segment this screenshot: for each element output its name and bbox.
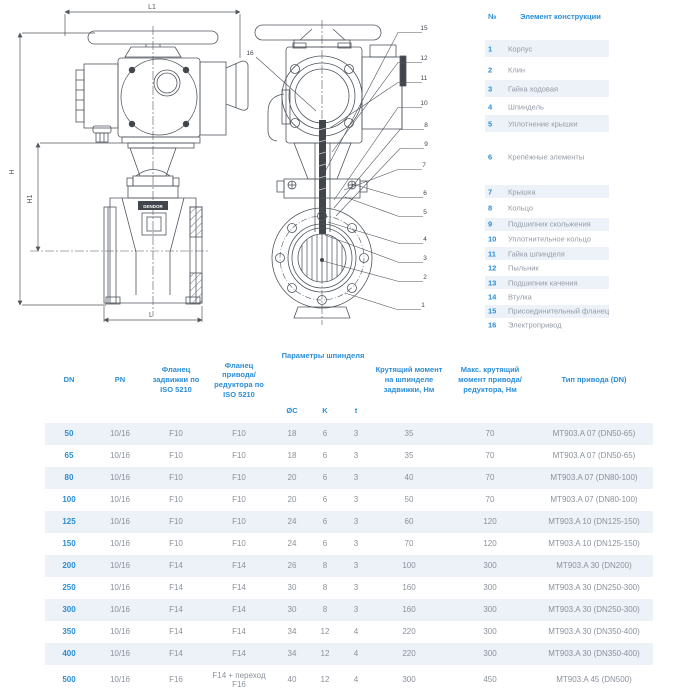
legend-item — [485, 218, 609, 231]
table-cell: 100 — [402, 561, 416, 571]
table-row — [45, 643, 653, 665]
callout-number: 4 — [423, 236, 427, 243]
spec-table-header — [45, 337, 653, 423]
table-cell: 12 — [320, 675, 330, 685]
legend-item — [485, 247, 609, 260]
spec-table — [45, 337, 653, 695]
legend-item-name: Уплотнение крышки — [508, 119, 578, 128]
legend-item-name: Шпиндель — [508, 102, 544, 111]
table-cell: 160 — [402, 583, 416, 593]
cell-dn: 250 — [62, 583, 76, 593]
callout-leader — [352, 184, 423, 198]
table-cell: 60 — [404, 517, 414, 527]
cell-dn: 400 — [62, 649, 76, 659]
col-header-drive-flange: Фланец привода/редуктора по ISO 5210 — [214, 360, 264, 399]
legend-item-name: Крышка — [508, 187, 536, 196]
table-cell: 8 — [322, 605, 328, 615]
table-cell: MT903.A 10 (DN125-150) — [548, 539, 640, 549]
legend-header-num: № — [488, 12, 497, 21]
col-header-pn: PN — [114, 375, 126, 385]
valve-side-view — [30, 26, 248, 316]
table-cell: 10/16 — [109, 539, 131, 549]
table-cell: 4 — [353, 649, 359, 659]
table-cell: F14 — [169, 561, 183, 571]
table-cell: 120 — [483, 539, 497, 549]
table-cell: 10/16 — [109, 517, 131, 527]
col-header-spindle-c: ØC — [286, 406, 298, 416]
table-cell: 70 — [485, 451, 495, 461]
dim-label-h1: H1 — [27, 194, 34, 204]
legend-item — [485, 98, 609, 115]
table-cell: 70 — [485, 495, 495, 505]
table-cell: MT903.A 30 (DN250-300) — [548, 605, 640, 615]
table-cell: 70 — [404, 539, 414, 549]
table-row — [45, 423, 653, 445]
table-cell: 3 — [353, 583, 359, 593]
table-cell: 10/16 — [109, 473, 131, 483]
legend-item-number: 4 — [488, 102, 493, 111]
col-header-spindle-k: K — [322, 406, 328, 416]
col-header-spindle-params: Параметры шпинделя — [281, 351, 365, 360]
table-row — [45, 621, 653, 643]
table-row — [45, 665, 653, 695]
table-cell: F10 — [232, 451, 246, 461]
table-cell: F14 — [232, 561, 246, 571]
table-cell: 35 — [404, 451, 414, 461]
table-cell: 24 — [287, 517, 297, 527]
legend-item — [485, 80, 609, 97]
legend-item-name: Гайка шпинделя — [508, 249, 565, 258]
legend-item-number: 1 — [488, 44, 493, 53]
table-cell: 220 — [402, 649, 416, 659]
table-cell: 35 — [404, 429, 414, 439]
table-cell: 20 — [287, 473, 297, 483]
callout-number-16: 16 — [246, 50, 254, 57]
callout-number: 15 — [420, 25, 428, 32]
table-cell: 10/16 — [109, 583, 131, 593]
table-cell: 300 — [483, 627, 497, 637]
callout-leader — [326, 33, 422, 171]
table-cell: 10/16 — [109, 627, 131, 637]
table-cell: F10 — [169, 429, 183, 439]
table-row — [45, 577, 653, 599]
table-cell: 34 — [287, 627, 297, 637]
table-cell: 30 — [287, 583, 297, 593]
table-cell: 6 — [322, 517, 328, 527]
legend-item-name: Подшипник качения — [508, 278, 578, 287]
callout-leader — [345, 293, 421, 310]
table-cell: 12 — [320, 649, 330, 659]
legend-item-number: 14 — [488, 292, 497, 301]
table-cell: MT903.A 07 (DN50-65) — [552, 451, 636, 461]
table-cell: 40 — [404, 473, 414, 483]
table-cell: F10 — [169, 495, 183, 505]
col-header-torque: Крутящий момент на шпинделе задвижки, Нм — [375, 365, 443, 394]
table-cell: 300 — [483, 561, 497, 571]
legend-item-name: Подшипник скольжения — [508, 219, 591, 229]
callout-number: 12 — [420, 55, 428, 62]
legend-item — [485, 262, 609, 275]
legend-item-name: Уплотнительное кольцо — [508, 234, 591, 244]
cell-dn: 50 — [64, 429, 74, 439]
legend-item — [485, 61, 609, 78]
cell-dn: 100 — [62, 495, 76, 505]
table-cell: 24 — [287, 539, 297, 549]
table-cell: 3 — [353, 561, 359, 571]
legend-item-name: Клин — [508, 65, 526, 74]
legend-item — [485, 115, 609, 132]
dim-label-h: H — [9, 169, 16, 175]
table-cell: 450 — [483, 675, 497, 685]
callout-leader — [345, 197, 423, 217]
table-cell: 300 — [483, 649, 497, 659]
table-cell: 18 — [287, 429, 297, 439]
cell-dn: 200 — [62, 561, 76, 571]
table-row — [45, 599, 653, 621]
table-cell: MT903.A 30 (DN250-300) — [548, 583, 640, 593]
table-cell: MT903.A 07 (DN50-65) — [552, 429, 636, 439]
table-cell: 6 — [322, 473, 328, 483]
legend-item — [485, 185, 609, 198]
table-cell: MT903.A 30 (DN350-400) — [548, 627, 640, 637]
table-cell: F14 + переход F16 — [212, 670, 266, 689]
table-cell: 3 — [353, 451, 359, 461]
table-cell: F14 — [169, 649, 183, 659]
col-header-drive-type: Тип привода (DN) — [561, 375, 627, 385]
legend-item-number: 7 — [488, 187, 493, 196]
table-cell: F14 — [232, 605, 246, 615]
cell-dn: 500 — [62, 675, 76, 685]
table-cell: F10 — [169, 451, 183, 461]
table-cell: 18 — [287, 451, 297, 461]
table-cell: 20 — [287, 495, 297, 505]
callout-number: 7 — [422, 162, 426, 169]
table-cell: F14 — [169, 605, 183, 615]
callout-number: 8 — [424, 122, 428, 129]
cell-dn: 150 — [62, 539, 76, 549]
table-cell: F14 — [232, 627, 246, 637]
table-cell: 4 — [353, 675, 359, 685]
legend-item — [485, 290, 609, 303]
table-cell: 220 — [402, 627, 416, 637]
legend-item-name: Электропривод — [508, 320, 562, 330]
callout-number: 9 — [424, 141, 428, 148]
table-row — [45, 511, 653, 533]
spec-table-body — [45, 423, 653, 695]
table-cell: 34 — [287, 649, 297, 659]
legend-item-name: Гайка ходовая — [508, 84, 559, 93]
table-cell: F10 — [232, 429, 246, 439]
callout-number: 6 — [423, 190, 427, 197]
table-cell: F10 — [232, 517, 246, 527]
table-cell: F10 — [169, 517, 183, 527]
legend-item — [485, 233, 609, 246]
cell-dn: 350 — [62, 627, 76, 637]
table-cell: F10 — [169, 539, 183, 549]
callout-number: 5 — [423, 209, 427, 216]
legend-item-number: 2 — [488, 65, 493, 74]
table-cell: 3 — [353, 539, 359, 549]
legend-item-number: 6 — [488, 152, 493, 161]
table-cell: 3 — [353, 495, 359, 505]
table-cell: 40 — [287, 675, 297, 685]
table-cell: 26 — [287, 561, 297, 571]
table-cell: F10 — [232, 539, 246, 549]
table-row — [45, 489, 653, 511]
table-cell: 300 — [483, 605, 497, 615]
col-header-spindle-t: t — [354, 406, 358, 416]
table-row — [45, 555, 653, 577]
parts-legend — [480, 10, 700, 330]
legend-item-number: 9 — [488, 219, 493, 229]
dimension-lines — [20, 12, 240, 322]
col-header-dn: DN — [63, 375, 75, 385]
table-cell: 300 — [402, 675, 416, 685]
cell-dn: 80 — [64, 473, 74, 483]
legend-item-number: 10 — [488, 234, 497, 244]
legend-item — [485, 202, 609, 215]
legend-item — [485, 276, 609, 289]
cell-dn: 65 — [64, 451, 74, 461]
legend-item-number: 11 — [488, 249, 496, 258]
table-cell: F14 — [169, 627, 183, 637]
table-cell: 8 — [322, 561, 328, 571]
table-cell: F14 — [232, 583, 246, 593]
table-cell: 8 — [322, 583, 328, 593]
dim-label-l1: L1 — [148, 4, 156, 11]
table-cell: 10/16 — [109, 605, 131, 615]
legend-item-name: Пыльник — [508, 263, 539, 273]
table-cell: 3 — [353, 473, 359, 483]
table-row — [45, 533, 653, 555]
table-cell: 160 — [402, 605, 416, 615]
legend-item-name: Втулка — [508, 292, 532, 301]
legend-item-number: 16 — [488, 320, 497, 330]
table-cell: 70 — [485, 429, 495, 439]
callout-number: 11 — [420, 75, 428, 82]
table-cell: F16 — [169, 675, 183, 685]
table-cell: F10 — [232, 473, 246, 483]
legend-item-number: 8 — [488, 203, 493, 213]
legend-item — [485, 319, 609, 332]
table-cell: 4 — [353, 627, 359, 637]
legend-item-number: 3 — [488, 84, 493, 93]
table-cell: 50 — [404, 495, 414, 505]
legend-item-number: 12 — [488, 263, 497, 273]
table-cell: MT903.A 30 (DN350-400) — [548, 649, 640, 659]
legend-item-number: 13 — [488, 278, 497, 287]
table-cell: 10/16 — [109, 495, 131, 505]
table-cell: 10/16 — [109, 649, 131, 659]
table-cell: 6 — [322, 429, 328, 439]
table-cell: 6 — [322, 451, 328, 461]
table-cell: F10 — [169, 473, 183, 483]
table-cell: F10 — [232, 495, 246, 505]
col-header-valve-flange: Фланец задвижки по ISO 5210 — [152, 365, 200, 394]
callout-number: 1 — [421, 302, 425, 309]
legend-header — [485, 12, 609, 26]
legend-item-number: 5 — [488, 119, 493, 128]
callout-number: 3 — [423, 255, 427, 262]
table-cell: 10/16 — [109, 451, 131, 461]
table-cell: 3 — [353, 517, 359, 527]
table-cell: 6 — [322, 495, 328, 505]
brand-label: DENDOR — [143, 204, 163, 209]
legend-item-name: Крепёжные элементы — [508, 152, 585, 161]
table-cell: 6 — [322, 539, 328, 549]
table-cell: 300 — [483, 583, 497, 593]
legend-item-name: Присоединительный фланец — [508, 306, 610, 316]
callout-number: 2 — [423, 274, 427, 281]
callout-leader — [328, 222, 423, 244]
table-cell: MT903.A 07 (DN80-100) — [550, 473, 638, 483]
legend-item — [485, 40, 609, 57]
legend-item-name: Корпус — [508, 44, 533, 53]
dim-label-l: L — [149, 312, 153, 319]
table-cell: F14 — [232, 649, 246, 659]
table-cell: MT903.A 07 (DN80-100) — [550, 495, 638, 505]
cell-dn: 125 — [62, 517, 76, 527]
col-header-max-torque: Макс. крутящий момент привода/редуктора, Нм — [458, 365, 522, 394]
legend-header-name: Элемент конструкции — [520, 12, 601, 21]
table-cell: 30 — [287, 605, 297, 615]
table-cell: MT903.A 10 (DN125-150) — [548, 517, 640, 527]
table-row — [45, 445, 653, 467]
table-cell: F14 — [169, 583, 183, 593]
legend-item-number: 15 — [488, 306, 497, 316]
legend-item-name: Кольцо — [508, 203, 534, 213]
table-cell: 3 — [353, 605, 359, 615]
table-cell: 120 — [483, 517, 497, 527]
table-row — [45, 467, 653, 489]
legend-item — [485, 148, 609, 165]
valve-front-view — [255, 20, 406, 325]
legend-item — [485, 305, 609, 318]
callout-leader — [334, 130, 424, 209]
table-cell: MT903.A 45 (DN500) — [556, 675, 632, 685]
table-cell: 10/16 — [109, 561, 131, 571]
cell-dn: 300 — [62, 605, 76, 615]
table-cell: MT903.A 30 (DN200) — [556, 561, 632, 571]
table-cell: 3 — [353, 429, 359, 439]
table-cell: 10/16 — [109, 675, 131, 685]
callout-number: 10 — [420, 100, 428, 107]
table-cell: 10/16 — [109, 429, 131, 439]
table-cell: 70 — [485, 473, 495, 483]
table-cell: 12 — [320, 627, 330, 637]
